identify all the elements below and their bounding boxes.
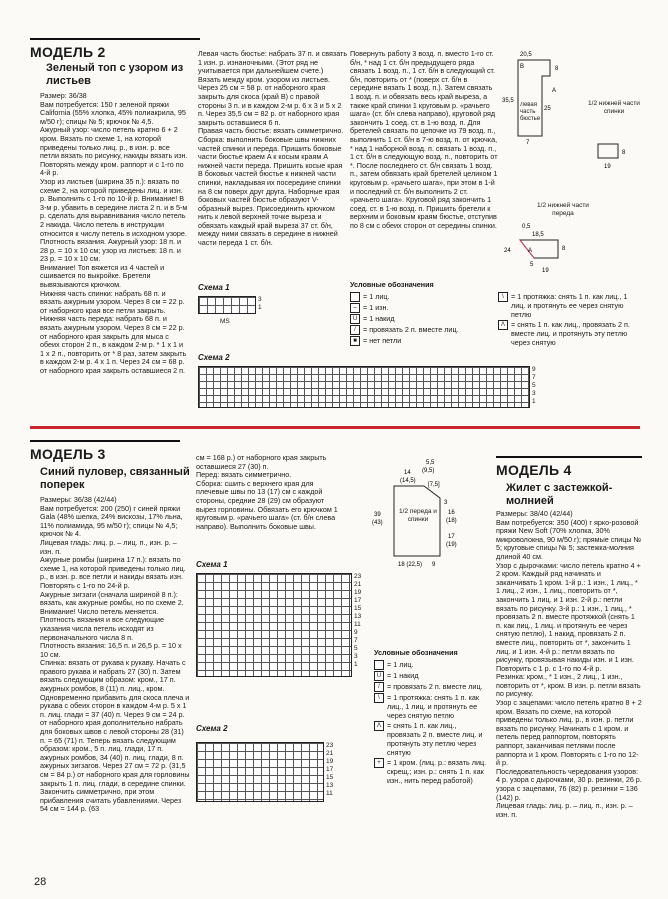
model3-pattern-diagram [350, 456, 480, 576]
model3-scheme2-grid [196, 742, 324, 802]
ssk-symbol-icon: \ [374, 693, 384, 703]
dim-17: 17 [448, 534, 455, 540]
model2-title: МОДЕЛЬ 2 [30, 44, 106, 60]
edge-stitch-symbol-icon: + [374, 758, 384, 768]
model4-subtitle: Жилет с застежкой-молнией [506, 482, 613, 507]
model2-s2-row-3: 3 [532, 390, 536, 397]
no-stitch-symbol-icon: ■ [350, 336, 360, 346]
k2tog-symbol-icon: / [374, 682, 384, 692]
row-number: 19 [354, 589, 362, 596]
model3-legend [374, 648, 490, 786]
row-number: 17 [326, 766, 334, 773]
yarn-over-symbol-icon: U [374, 671, 384, 681]
dim-39: 39 [374, 512, 381, 518]
model3-subtitle: Синий пуловер, связанный поперек [40, 466, 190, 491]
dim-16: 16 [448, 510, 455, 516]
row-number: 23 [354, 573, 362, 580]
model2-scheme2-grid [198, 366, 530, 408]
half-back-label: 1/2 нижней части спинки [588, 100, 640, 115]
model2-s2-row-5: 5 [532, 382, 536, 389]
purl-symbol-icon: – [350, 303, 360, 313]
dim-19: (19) [446, 542, 457, 548]
dim-c-8: 8 [562, 246, 566, 252]
model3-text-col2: см = 168 р.) от наборного края закрыть оставшиеся 27 (30) п. Перед: вязать симметрично. Сборка: сшить с верхнего края для плечевые швы по 13 (17) см с каждой стороны, средние 28 (29) см образуют вырез горловины. Обвязать его крючком 1 круговым р. «рачьего шага» (ст. б/н слева направо). Выполнить боковые швы. [196, 454, 338, 531]
row-number: 3 [354, 653, 358, 660]
model2-scheme1-label: Схема 1 [198, 283, 230, 292]
section-divider [30, 426, 640, 429]
legend-item [374, 660, 490, 670]
row-number: 11 [354, 621, 361, 628]
dim-b-19: 19 [604, 164, 611, 170]
mark-c-a: A [528, 248, 533, 254]
legend-item [374, 758, 490, 785]
legend-item [374, 682, 490, 692]
legend-text: = провязать 2 п. вместе лиц. [363, 325, 459, 334]
mark-b: B [520, 64, 525, 70]
model3-legend-title: Условные обозначения [374, 648, 458, 657]
model3-scheme1-rows [354, 573, 370, 669]
dim-18: (18) [446, 518, 457, 524]
model2-legend-left [350, 280, 490, 347]
row-number: 1 [354, 661, 358, 668]
dim-5-5: 5,5 [426, 460, 435, 466]
legend-text: = нет петли [363, 336, 402, 345]
half-back-shape [598, 144, 618, 158]
dim-43: (43) [372, 520, 383, 526]
dim-c-24: 24 [504, 248, 511, 254]
row-number: 21 [354, 581, 362, 588]
dim-25: 25 [544, 106, 551, 112]
dim-35-5: 35,5 [502, 98, 514, 104]
model2-scheme2-label: Схема 2 [198, 353, 230, 362]
legend-text: = снять 1 п. как лиц., провязать 2 п. вместе лиц. и протянуть эту петлю через снятую [387, 721, 483, 757]
legend-text: = 1 лиц. [387, 660, 414, 669]
legend-text: = 1 протяжка: снять 1 п. как лиц., 1 лиц. и протянуть ее через снятую петлю [387, 693, 480, 720]
dim-7: 7 [526, 140, 530, 146]
dim-c-19: 19 [542, 268, 549, 274]
model2-s1-row-1: 1 [258, 304, 262, 311]
row-number: 15 [354, 605, 362, 612]
dim-14: 14 [404, 470, 411, 476]
dim-7-5: [7,5] [428, 482, 440, 488]
dim-9: 9 [432, 562, 436, 568]
row-number: 19 [326, 758, 334, 765]
model2-s1-ms: MS [220, 318, 230, 325]
sk2p-symbol-icon: Λ [374, 721, 384, 731]
dim-9-5: (9,5) [422, 468, 435, 474]
model3-text-col1: Размеры: 36/38 (42/44) Вам потребуется: 200 (250) г синей пряжи Gala (48% шелка, 24% вискозы, 17% льна, 11% полиамида, 95 м/50 г); спицы № 4,5; крючок № 4. Лицевая гладь: лиц. р. – лиц. п., изн. р. – изн. п. Ажурные ромбы (ширина 17 п.): вязать по схеме 1, на которой приведены только лиц. р., в изн. р. все петли и накиды вязать изн. Повторять с 1-го по 24-й р. Ажурные зигзаги (сначала шириной 8 п.): вязать, как ажурные ромбы, но по схеме 2. Внимание! Число петель меняется. Плотность вязания и все следующие указания числа петель исходят из первоначального числа 8 п. Плотность вязания: 16,5 п. и 26,5 р. = 10 х 10 см. Спинка: вязать от рукава к рукаву. Начать с правого рукава и набрать 27 (30) п. Затем вязать следующим образом: кром., 17 п. ажурных ромбов, 8 (11) п. лиц., кром. Одновременно прибавить для скоса плеча и рукава с обеих сторон в каждом 4-м р. 5 х 1 п. лиц. глади = 37 (40) п. Через 9 см = 24 р. от наборного края дополнительно набрать для боковых швов с левой стороны 28 (31) п. = 65 (71) п. Теперь вязать следующим образом: кром., 5 п. лиц. глади, 17 п. ажурных ромбов, 34 (40) п. лиц. глади, 8 п. ажурных зигзагов. Через 27 см = 72 р. (31,5 см = 84 р.) от наборного края для горловины закрыть 1 п. лиц. глади, в середине спинки. Закончить симметрично, при этом прибавления считать убавлениями. Через 54 см = 144 р. (63 [40, 496, 190, 814]
dim-c-0-5: 0,5 [522, 224, 531, 230]
row-number: 15 [326, 774, 334, 781]
k2tog-symbol-icon: / [350, 325, 360, 335]
model2-scheme1-grid [198, 296, 256, 314]
row-number: 7 [354, 637, 358, 644]
model2-top-rule [30, 38, 200, 40]
model3-scheme1-label: Схема 1 [196, 560, 228, 569]
dim-18-22-5: 18 (22,5) [398, 562, 423, 568]
model3-top-rule [30, 440, 180, 442]
model3-title: МОДЕЛЬ 3 [30, 446, 106, 462]
legend-item [350, 325, 490, 335]
dim-8: 8 [555, 66, 559, 72]
row-number: 11 [326, 790, 333, 797]
model4-top-rule [496, 456, 642, 458]
model2-subtitle: Зеленый топ с узором из листьев [46, 62, 184, 87]
legend-item [350, 292, 490, 302]
legend-text: = провязать 2 п. вместе лиц. [387, 682, 483, 691]
legend-item [350, 314, 490, 324]
yarn-over-symbol-icon: U [350, 314, 360, 324]
legend-item [374, 721, 490, 757]
model2-text-col3: Повернуть работу 3 возд. п. вместо 1-го ст. б/н, * над 1 ст. б/н предыдущего ряда связать 1 возд. п., 1 ст. б/н в следующий ст. б/н, повторить от * (поверх ст. б/н в середине вязать 1 возд. п.). Затем связать 1 возд. п. и обвязать весь край выреза, а также край спинки 1 круговым р. «рачьего шага» (ст. б/н слева направо), круговой ряд закончить 1 соед. ст. в 1-ю возд. п. Для бретелей связать по цепочке из 79 возд. п., выполнить 1 ст. б/н в 7-ю возд. п. от крючка, * над 1 наборной возд. п. связать 1 возд. п., 1 ст. б/н в следующую возд. п., повторить от *. После последнего ст. б/н связать 1 возд. п., затем обвязать край бретелей целиком 1 круговым р. «рачьего шага», при этом в 1-й и последний ст. б/н выполнить 2 ст. «рачьего шага». Круговой ряд закончить 1 соед. ст. в 1-ю возд. п. Пришить бретели к верхним и боковым краям бюстье, отступив по 8 см с обеих сторон от середины спинки. [350, 50, 498, 230]
half-front-shape [520, 240, 558, 258]
model2-legend-right [498, 292, 638, 348]
mark-a: A [552, 88, 557, 94]
row-number: 9 [354, 629, 358, 636]
model3-scheme1-grid [196, 573, 352, 677]
model2-text-col2: Левая часть бюстье: набрать 37 п. и связать 1 изн. р. изнаночными. (Этот ряд не учитывается при дальнейшем счете.) Вязать между кром. узором из листьев. Через 25 см = 58 р. от наборного края закрыть для скоса (край B) с правой стороны 3 п. и в каждом 2-м р. 6 х 3 и 5 х 2 п. Через 35,5 см = 82 р. от наборного края закрыть оставшиеся 6 п. Правая часть бюстье: вязать симметрично. Сборка: выполнить боковые швы нижних частей спинки и переда. Пришить боковые части бюстье краем A к косым краям A нижней части переда. Пришить косые края B боковых частей бюстье к нижней части спинки, накладывая их посередине спинки на 8 см поверх друг друга. Наборные края боковых частей бюстье образуют V-образный вырез. Присоединить крючком нить к левой верхней точке выреза и обвязать каждый край выреза 37 ст. б/н, между ними связать в середине в нижней части переда 1 ст. б/н. [198, 50, 348, 248]
legend-text: = 1 накид [363, 314, 395, 323]
legend-text: = снять 1 п. как лиц., провязать 2 п. вместе лиц. и протянуть эту петлю через снятую [511, 320, 630, 347]
half-front-label: 1/2 нижней части переда [537, 202, 589, 217]
legend-text: = 1 протяжка: снять 1 п. как лиц., 1 лиц. и протянуть ее через снятую петлю [511, 292, 628, 319]
model2-s2-row-7: 7 [532, 374, 536, 381]
row-number: 17 [354, 597, 362, 604]
legend-item [374, 671, 490, 681]
row-number: 5 [354, 645, 358, 652]
dim-c-18-5: 18,5 [532, 232, 544, 238]
legend-item [350, 336, 490, 346]
model2-text-col1: Размер: 36/38 Вам потребуется: 150 г зеленой пряжи California (55% хлопка, 45% полиакрила, 95 м/50 г); спицы № 5; крючок № 4,5. Ажурный узор: число петель кратно 6 + 2 кром. Вязать по схеме 1, на которой приведены только лиц. р., в изн. р. все петли вязать по рисунку, накиды вязать изн. Повторять между кром. раппорт и с 1-го по 4-й р. Узор из листьев (ширина 35 п.): вязать по схеме 2, на которой приведены лиц. и изн. р. Выполнить с 1-го по 10-й р. Внимание! В 3-м р. убавить в середине листа 2 п. и в 5-м р. сделать для выравнивания число петель 2 накида. Число петель в инструкции относится к числу петель в исходном узоре. Плотность вязания. Ажурный узор: 18 п. и 28 р. = 10 х 10 см; узор из листьев: 18 п. и 23 р. = 10 х 10 см. Внимание! Топ вяжется из 4 частей и сшивается по выкройке. Бретели вывязываются крючком. Нижняя часть спинки: набрать 68 п. и вязать ажурным узором. Через 8 см = 22 р. от наборного края все петли закрыть. Нижняя часть переда: набрать 68 п. и вязать ажурным узором. Через 8 см = 22 р. от наборного края закрыть для мыса с обеих сторон 2 п., в каждом 2-м р. * 1 х 1 и 1 х 2 п., повторить от * 8 раз, затем закрыть в каждом 2-м р. 4 х 1 п. Через 24 см = 68 р. от наборного края закрыть оставшиеся 2 п. [40, 92, 188, 375]
row-number: 21 [326, 750, 334, 757]
dim-c-5: 5 [530, 262, 534, 268]
model2-pattern-diagram [498, 40, 648, 280]
sk2p-symbol-icon: Λ [498, 320, 508, 330]
dim-14-5: (14,5) [400, 478, 416, 484]
legend-text: = 1 изн. [363, 303, 389, 312]
row-number: 13 [354, 613, 362, 620]
dim-20-5: 20,5 [520, 52, 532, 58]
knit-symbol-icon [350, 292, 360, 302]
pullover-label: 1/2 переда и спинки [399, 508, 437, 523]
legend-text: = 1 накид [387, 671, 419, 680]
ssk-symbol-icon: \ [498, 292, 508, 302]
knit-symbol-icon [374, 660, 384, 670]
legend-item [498, 320, 638, 347]
legend-item [498, 292, 638, 319]
model3-scheme2-rows [326, 742, 342, 798]
model4-title: МОДЕЛЬ 4 [496, 462, 572, 478]
row-number: 13 [326, 782, 334, 789]
dim-b-8: 8 [622, 150, 626, 156]
legend-item [350, 303, 490, 313]
legend-text: = 1 лиц. [363, 292, 390, 301]
page-number: 28 [34, 876, 47, 888]
legend-item [374, 693, 490, 720]
dim-3: 3 [444, 500, 448, 506]
model2-s2-row-1: 1 [532, 398, 536, 405]
legend-text: = 1 кром. (лиц. р.: вязать лиц. скрещ.; изн. р.: снять 1 п. как изн., нить перед работой) [387, 758, 487, 785]
model4-text-col1: Размеры: 38/40 (42/44) Вам потребуется: 350 (400) г ярко-розовой пряжи New Soft (70% хлопка, 30% микроволокна, 90 м/50 г); прямые спицы № 5; круговые спицы № 5; застежка-молния длиной 40 см. Узор с дырочками: число петель кратно 4 + 2 кром. Каждый ряд начинать и заканчивать 1 кром. 1-й р.: 1 изн., 1 лиц., * 1 лиц., 2 изн., 1 лиц., повторить от *, закончить 1 лиц. и 1 изн. 2-й р.: петли вязать по рисунку. 3-й р.: 1 изн., 1 лиц., * провязать 2 п. вместе протяжкой (снять 1 п. как лиц., 1 лиц. и протянуть ее через снятую петлю), 1 накид, провязать 2 п. вместе лиц., повторить от *, закончить 1 лиц. и 1 изн. 4-й р.: петли вязать по рисунку, провязывая накиды изн. и 1 изн. Повторить с 1 р. с 1-го по 4-й р. Резинка: кром., * 1 изн., 2 лиц., 1 изн., повторить от *, кром. В изн. р. петли вязать по рисунку. Узор с зацепами: число петель кратно 8 + 2 кром. Вязать по схеме, на которой приведены только лиц. р., в изн. р. петли вязать по рисунку. Начинать с 1 кром. и петель перед раппортом, повторять раппорт, заканчивая петлями после раппорта и 1 кром. Повторять с 1-го по 12-й р. Последовательность чередования узоров: 4 р. узора с дырочками, 30 р. резинки, 26 р. узора с зацепами, 76 (82) р. резинки = 136 (142) р. Лицевая гладь: лиц. р. – лиц. п., изн. р. – изн. п. [496, 510, 642, 819]
model3-scheme2-label: Схема 2 [196, 724, 228, 733]
model2-s2-row-9: 9 [532, 366, 536, 373]
row-number: 23 [326, 742, 334, 749]
model2-legend-title: Условные обозначения [350, 280, 434, 289]
model2-s1-row-3: 3 [258, 296, 262, 303]
bustier-label: Левая часть бюстье [520, 102, 541, 122]
